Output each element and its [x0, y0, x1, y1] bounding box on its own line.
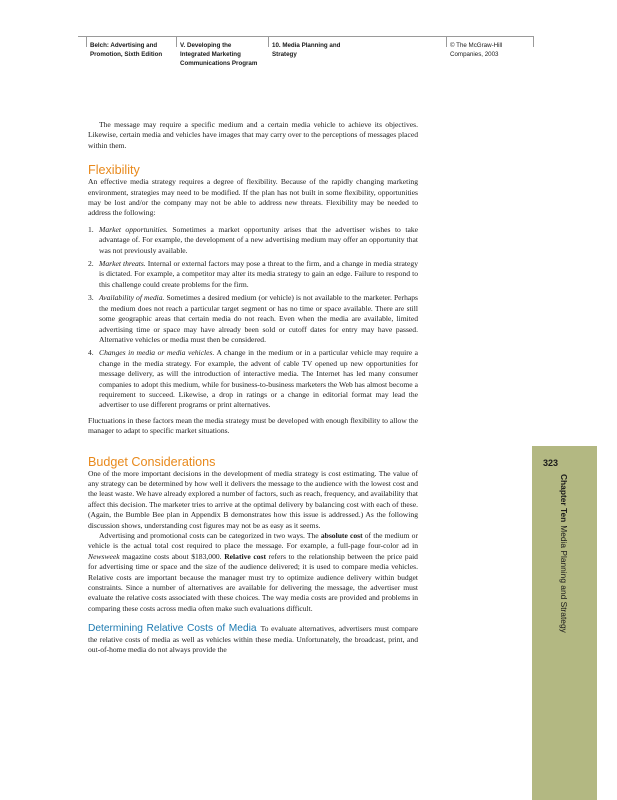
chapter-label: Chapter TenMedia Planning and Strategy — [559, 474, 569, 633]
header-book-title: Belch: Advertising and Promotion, Sixth Edition — [86, 41, 178, 59]
flexibility-list — [88, 225, 418, 411]
item-lead: Availability of media. — [99, 293, 165, 303]
item-text: Internal or external factors may pose a threat to the firm, and a change in media strategy is dictated. For example, a competitor may alter its media strategy to gain an edge. Failure to respond to this challenge could create problems for the firm. — [99, 259, 419, 289]
budget-paragraph-1: One of the more important decisions in the development of media strategy is cost estimating. The value of any strategy can be determined by how well it delivers the message to the audience with the lowest cost and the least waste. We have already explored a number of factors, such as reach, frequency, and availability that affect this decision. The marketer tries to arrive at the optimal delivery by balancing cost with each of these. (Again, the Bumble Bee plan in Appendix B demonstrates how this issue is addressed.) As the following discussion shows, understanding cost figures may not be as easy as it seems. — [88, 468, 418, 530]
header-part-title: V. Developing the Integrated Marketing Communications Program — [176, 41, 272, 69]
list-item: 1. Market opportunities. Sometimes a market opportunity arises that the advertiser wishes to take advantage of. For example, the development of a new advertising medium may offer an opportunity that was not previously available. — [88, 224, 418, 255]
item-lead: Changes in media or media vehicles. — [99, 348, 215, 358]
item-lead: Market opportunities. — [99, 224, 168, 234]
list-item: 4. Changes in media or media vehicles. A change in the medium or in a particular vehicle may require a change in the media strategy. For example, the advent of cable TV opened up new opportunities for message delivery, as will the introduction of interactive media. The Internet has led many consumer companies to adopt this medium, while for business-to-business marketers the Web has almost become a requirement to succeed. Likewise, a drop in ratings or a change in editorial format may lead the advertiser to use different programs or print alternatives. — [88, 348, 418, 410]
flexibility-intro: An effective media strategy requires a degree of flexibility. Because of the rapidly changing marketing environment, strategies may need to be modified. If the plan has not built in some flexibility, opportunities may be lost and/or the company may not be able to address new threats. Flexibility may be needed to address the following: — [88, 177, 418, 218]
page-number: 323 — [543, 458, 559, 468]
relative-costs-heading: Determining Relative Costs of Media — [88, 623, 257, 635]
relative-costs-paragraph: Determining Relative Costs of Media To evaluate alternatives, advertisers must compare the relative costs of media as well as vehicles within these media. Unfortunately, the broadcast, print, and out-of-home media do not always provide the — [88, 623, 418, 655]
flexibility-heading: Flexibility — [88, 163, 140, 178]
magazine-name: Newsweek — [88, 551, 120, 561]
term-absolute-cost: absolute cost — [320, 531, 363, 540]
term-relative-cost: Relative cost — [224, 551, 267, 561]
budget-heading: Budget Considerations — [88, 454, 216, 469]
chapter-tab — [532, 446, 597, 800]
budget-paragraph-2: Advertising and promotional costs can be categorized in two ways. The absolute cost of the medium or vehicle is the actual total cost required to place the message. For example, a full-page four-color ad in Newsweek magazine costs about $183,000. Relative cost refers to the relationship between the price paid for advertising time or space and the size of the audience delivered; it is used to compare media vehicles. Relative costs are important because the manager must try to optimize audience delivery within budget constraints. Since a number of alternatives are available for delivering the message, the advertiser must evaluate the relative costs associated with these choices. The way media costs are provided and problems in comparing these costs across media often make such evaluations difficult. — [88, 531, 418, 613]
list-item: 2. Market threats. Internal or external factors may pose a threat to the firm, and a change in media strategy is dictated. For example, a competitor may alter its media strategy to gain an edge. Failure to respond to this challenge could create problems for the firm. — [88, 259, 419, 289]
list-item: 3. Availability of media. Sometimes a desired medium (or vehicle) is not available to the marketer. Perhaps the medium does not reach a particular target segment or has no time or space available. There are still some geographic areas that certain media do not reach. Even when the media are available, limited advertising time or space may have already been sold or cutoff dates for entry may have passed. Alternative vehicles or media must then be considered. — [88, 293, 418, 344]
page-body — [88, 120, 418, 655]
header-chapter-title: 10. Media Planning and Strategy — [268, 41, 388, 59]
item-text: Sometimes a market opportunity arises that the advertiser wishes to take advantage of. For example, the development of a new advertising medium may offer an opportunity that was not previously available. — [99, 224, 418, 255]
flexibility-closing: Fluctuations in these factors mean the media strategy must be developed with enough flexibility to allow the manager to adapt to specific market situations. — [88, 415, 418, 436]
intro-paragraph: The message may require a specific medium and a certain media vehicle to achieve its objectives. Likewise, certain media and vehicles have images that may carry over to the perceptions of messages placed within them. — [88, 120, 418, 150]
running-header — [78, 36, 534, 73]
header-copyright: © The McGraw-Hill Companies, 2003 — [446, 41, 536, 59]
item-text: Sometimes a desired medium (or vehicle) is not available to the marketer. Perhaps the medium does not reach a particular target segment or has no time or space available. There are still some geographic areas that certain media do not reach. Even when the media are available, limited advertising time or space may have already been sold or cutoff dates for entry may have passed. Alternative vehicles or media must then be considered. — [99, 293, 418, 344]
item-lead: Market threats. — [99, 259, 146, 269]
item-text: A change in the medium or in a particular vehicle may require a change in the media strategy. For example, the advent of cable TV opened up new opportunities for message delivery, as will the introduction of interactive media. The Internet has led many consumer companies to adopt this medium, while for business-to-business marketers the Web has almost become a requirement to succeed. Likewise, a drop in ratings or a change in editorial format may lead the advertiser to use different programs or print alternatives. — [99, 348, 418, 410]
header-divider — [533, 37, 534, 47]
